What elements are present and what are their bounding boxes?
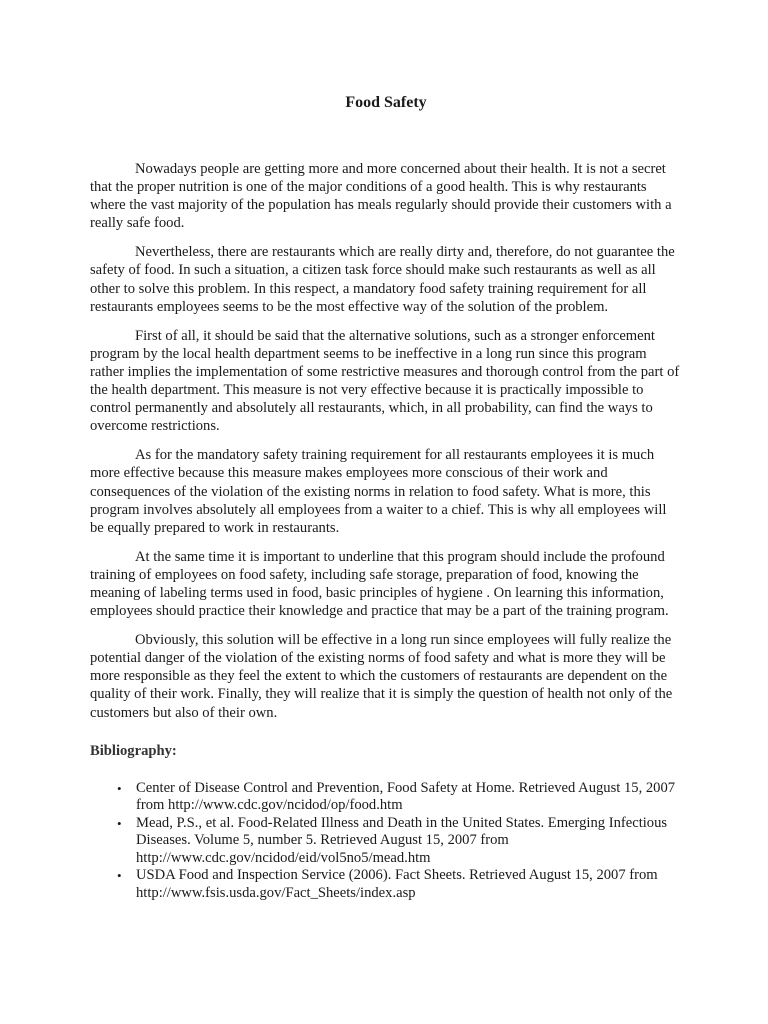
bibliography-item — [90, 780, 682, 815]
bibliography-item — [90, 867, 682, 902]
bibliography-item-text: Center of Disease Control and Prevention, Food Safety at Home. Retrieved August 15, 2007 from http://www.cdc.gov/ncidod/op/food.htm — [136, 779, 676, 814]
paragraph-3: First of all, it should be said that the alternative solutions, such as a stronger enforcement program by the local health department seems to be ineffective in a long run since this program rather implies the implementation of some restrictive measures and thorough control from the part of the health department. This measure is not very effective because it is practically impossible to control permanently and absolutely all restaurants, which, in all probability, can find the ways to overcome restrictions. — [90, 327, 680, 435]
paragraph-5: At the same time it is important to underline that this program should include the profound training of employees on food safety, including safe storage, preparation of food, knowing the meaning of labeling terms used in food, basic principles of hygiene . On learning this information, employees should practice their knowledge and practice that may be a part of the training program. — [90, 548, 669, 620]
bibliography-item-text: USDA Food and Inspection Service (2006). Fact Sheets. Retrieved August 15, 2007 from http://www.fsis.usda.gov/Fact_Sheets/index.asp — [136, 867, 658, 901]
document-title: Food Safety — [345, 94, 427, 111]
bibliography-heading: Bibliography: — [90, 742, 177, 759]
bibliography-item-text: Mead, P.S., et al. Food-Related Illness and Death in the United States. Emerging Infectious Diseases. Volume 5, number 5. Retrieved August 15, 2007 from http://www.cdc.gov/ncidod/eid/vol5no5/mead.htm — [136, 814, 668, 866]
bibliography-list — [90, 780, 682, 903]
bullet-icon: • — [117, 780, 122, 796]
bullet-icon: • — [117, 868, 122, 884]
paragraph-2: Nevertheless, there are restaurants which are really dirty and, therefore, do not guarantee the safety of food. In such a situation, a citizen task force should make such restaurants as well as all other to solve this problem. In this respect, a mandatory food safety training requirement for all restaurants employees seems to be the most effective way of the solution of the problem. — [90, 244, 675, 315]
bullet-icon: • — [117, 815, 122, 831]
document-body — [90, 160, 682, 902]
paragraph-1: Nowadays people are getting more and more concerned about their health. It is not a secret that the proper nutrition is one of the major conditions of a good health. This is why restaurants where the vast majority of the population has meals regularly should provide their customers with a really safe food. — [90, 161, 672, 232]
paragraph-6: Obviously, this solution will be effective in a long run since employees will fully realize the potential danger of the violation of the existing norms of food safety and what is more they will be more responsible as they feel the extent to which the customers of restaurants are dependent on the quality of their work. Finally, they will realize that it is simply the question of health not only of the customers but also of their own. — [90, 632, 673, 721]
paragraph-4: As for the mandatory safety training requirement for all restaurants employees it is much more effective because this measure makes employees more conscious of their work and consequences of the violation of the existing norms in relation to food safety. What is more, this program involves absolutely all employees from a waiter to a chief. This is why all employees will be equally prepared to work in restaurants. — [90, 447, 667, 536]
bibliography-item — [90, 815, 682, 868]
